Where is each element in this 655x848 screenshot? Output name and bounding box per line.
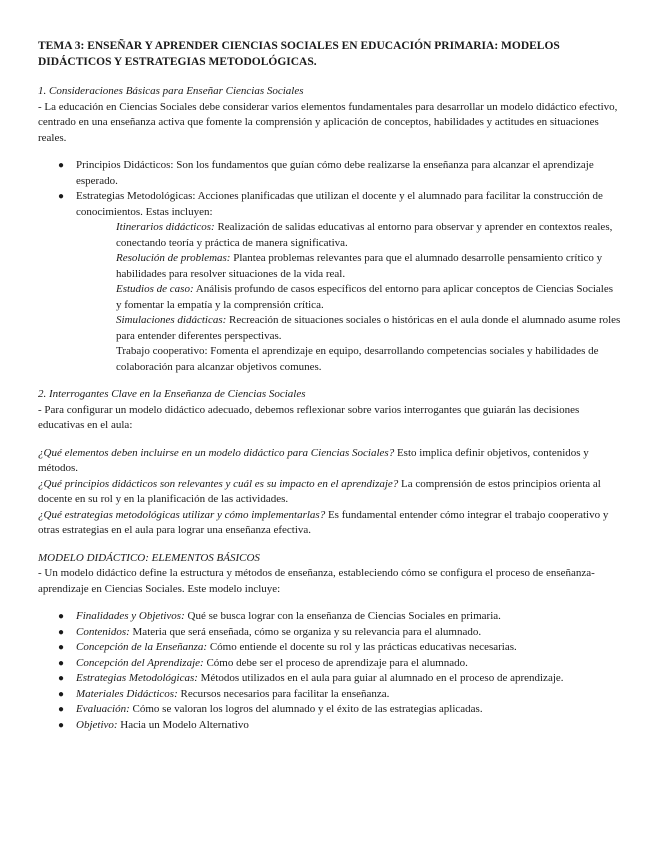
bullet-icon: ● (58, 704, 65, 715)
bullet-icon: ● (58, 191, 65, 202)
list-item: ● Materiales Didácticos: Recursos necesarios para facilitar la enseñanza. (38, 687, 621, 703)
bullet-icon: ● (58, 673, 65, 684)
strategy-item: Itinerarios didácticos: Realización de salidas educativas al entorno para observar y aprender en contextos reales, conectando teoría y práctica de manera significativa. (116, 221, 613, 249)
bullet-icon: ● (58, 719, 65, 731)
question-item: ¿Qué elementos deben incluirse en un modelo didáctico para Ciencias Sociales? Esto implica definir objetivos, contenidos y métodos. (38, 446, 589, 474)
strategy-item: Resolución de problemas: Plantea problemas relevantes para que el alumnado desarrolle pensamiento crítico y habilidades para resolver situaciones de la vida real. (116, 252, 603, 280)
section-3-heading: MODELO DIDÁCTICO: ELEMENTOS BÁSICOS (38, 551, 260, 564)
model-elements-list (38, 609, 621, 733)
document-title: TEMA 3: ENSEÑAR Y APRENDER CIENCIAS SOCIALES EN EDUCACIÓN PRIMARIA: MODELOS DIDÁCTICOS Y ESTRATEGIAS METODOLÓGICAS. (38, 40, 560, 68)
list-item: ● Estrategias Metodológicas: Acciones planificadas que utilizan el docente y el alumnado para facilitar la construcción de conocimientos. Estas incluyen: (58, 190, 603, 218)
list-item: ● Concepción del Aprendizaje: Cómo debe ser el proceso de aprendizaje para el alumnado. (38, 656, 621, 672)
bullet-icon: ● (58, 657, 65, 669)
list-item: ● Objetivo: Hacia un Modelo Alternativo (38, 718, 621, 734)
strategy-item: Estudios de caso: Análisis profundo de casos específicos del entorno para aplicar conceptos de Ciencias Sociales y fomentar la empatía y la comprensión crítica. (116, 283, 614, 311)
strategy-item: Simulaciones didácticas: Recreación de situaciones sociales o históricas en el aula donde el alumnado asume roles para entender diferentes perspectivas. (116, 314, 621, 342)
bullet-icon: ● (58, 688, 65, 700)
list-item: ● Contenidos: Materia que será enseñada, cómo se organiza y su relevancia para el alumnado. (38, 625, 621, 641)
list-item: ● Principios Didácticos: Son los fundamentos que guían cómo debe realizarse la enseñanza para alcanzar el aprendizaje esperado. (58, 159, 594, 187)
question-item: ¿Qué principios didácticos son relevantes y cuál es su impacto en el aprendizaje? La comprensión de estos principios orienta al docente en su rol y en la planificación de las actividades. (38, 477, 601, 505)
list-item: ● Finalidades y Objetivos: Qué se busca lograr con la enseñanza de Ciencias Sociales en primaria. (38, 609, 621, 625)
strategy-item: Trabajo cooperativo: Fomenta el aprendizaje en equipo, desarrollando competencias sociales y habilidades de colaboración para alcanzar objetivos comunes. (116, 345, 599, 373)
section-2-heading: 2. Interrogantes Clave en la Enseñanza de Ciencias Sociales (38, 388, 306, 400)
section-2-intro: - Para configurar un modelo didáctico adecuado, debemos reflexionar sobre varios interrogantes que guiarán las decisiones educativas en el aula: (38, 403, 580, 431)
bullet-icon: ● (58, 642, 65, 653)
question-item: ¿Qué estrategias metodológicas utilizar y cómo implementarlas? Es fundamental entender cómo integrar el trabajo cooperativo y otras estrategias en el aula para lograr una enseñanza efectiva. (38, 508, 609, 536)
section-3-intro: - Un modelo didáctico define la estructura y métodos de enseñanza, estableciendo cómo se configura el proceso de enseñanza-aprendizaje en Ciencias Sociales. Este modelo incluye: (38, 567, 595, 595)
list-item: ● Estrategias Metodológicas: Métodos utilizados en el aula para guiar al alumnado en el proceso de aprendizaje. (38, 671, 621, 687)
bullet-icon: ● (58, 160, 65, 171)
section-1-heading: 1. Consideraciones Básicas para Enseñar Ciencias Sociales (38, 85, 304, 97)
strategies-list (38, 220, 621, 375)
section-1-intro: - La educación en Ciencias Sociales debe considerar varios elementos fundamentales para desarrollar un modelo didáctico efectivo, centrado en una enseñanza activa que fomente la comprensión y aplicación de conceptos, habilidades y actitudes en situaciones reales. (38, 100, 618, 144)
list-item: ● Concepción de la Enseñanza: Cómo entiende el docente su rol y las prácticas educativas necesarias. (38, 640, 621, 656)
section-1-bullet-list (38, 158, 621, 220)
list-item: ● Evaluación: Cómo se valoran los logros del alumnado y el éxito de las estrategias aplicadas. (38, 702, 621, 718)
bullet-icon: ● (58, 611, 65, 622)
bullet-icon: ● (58, 626, 65, 638)
